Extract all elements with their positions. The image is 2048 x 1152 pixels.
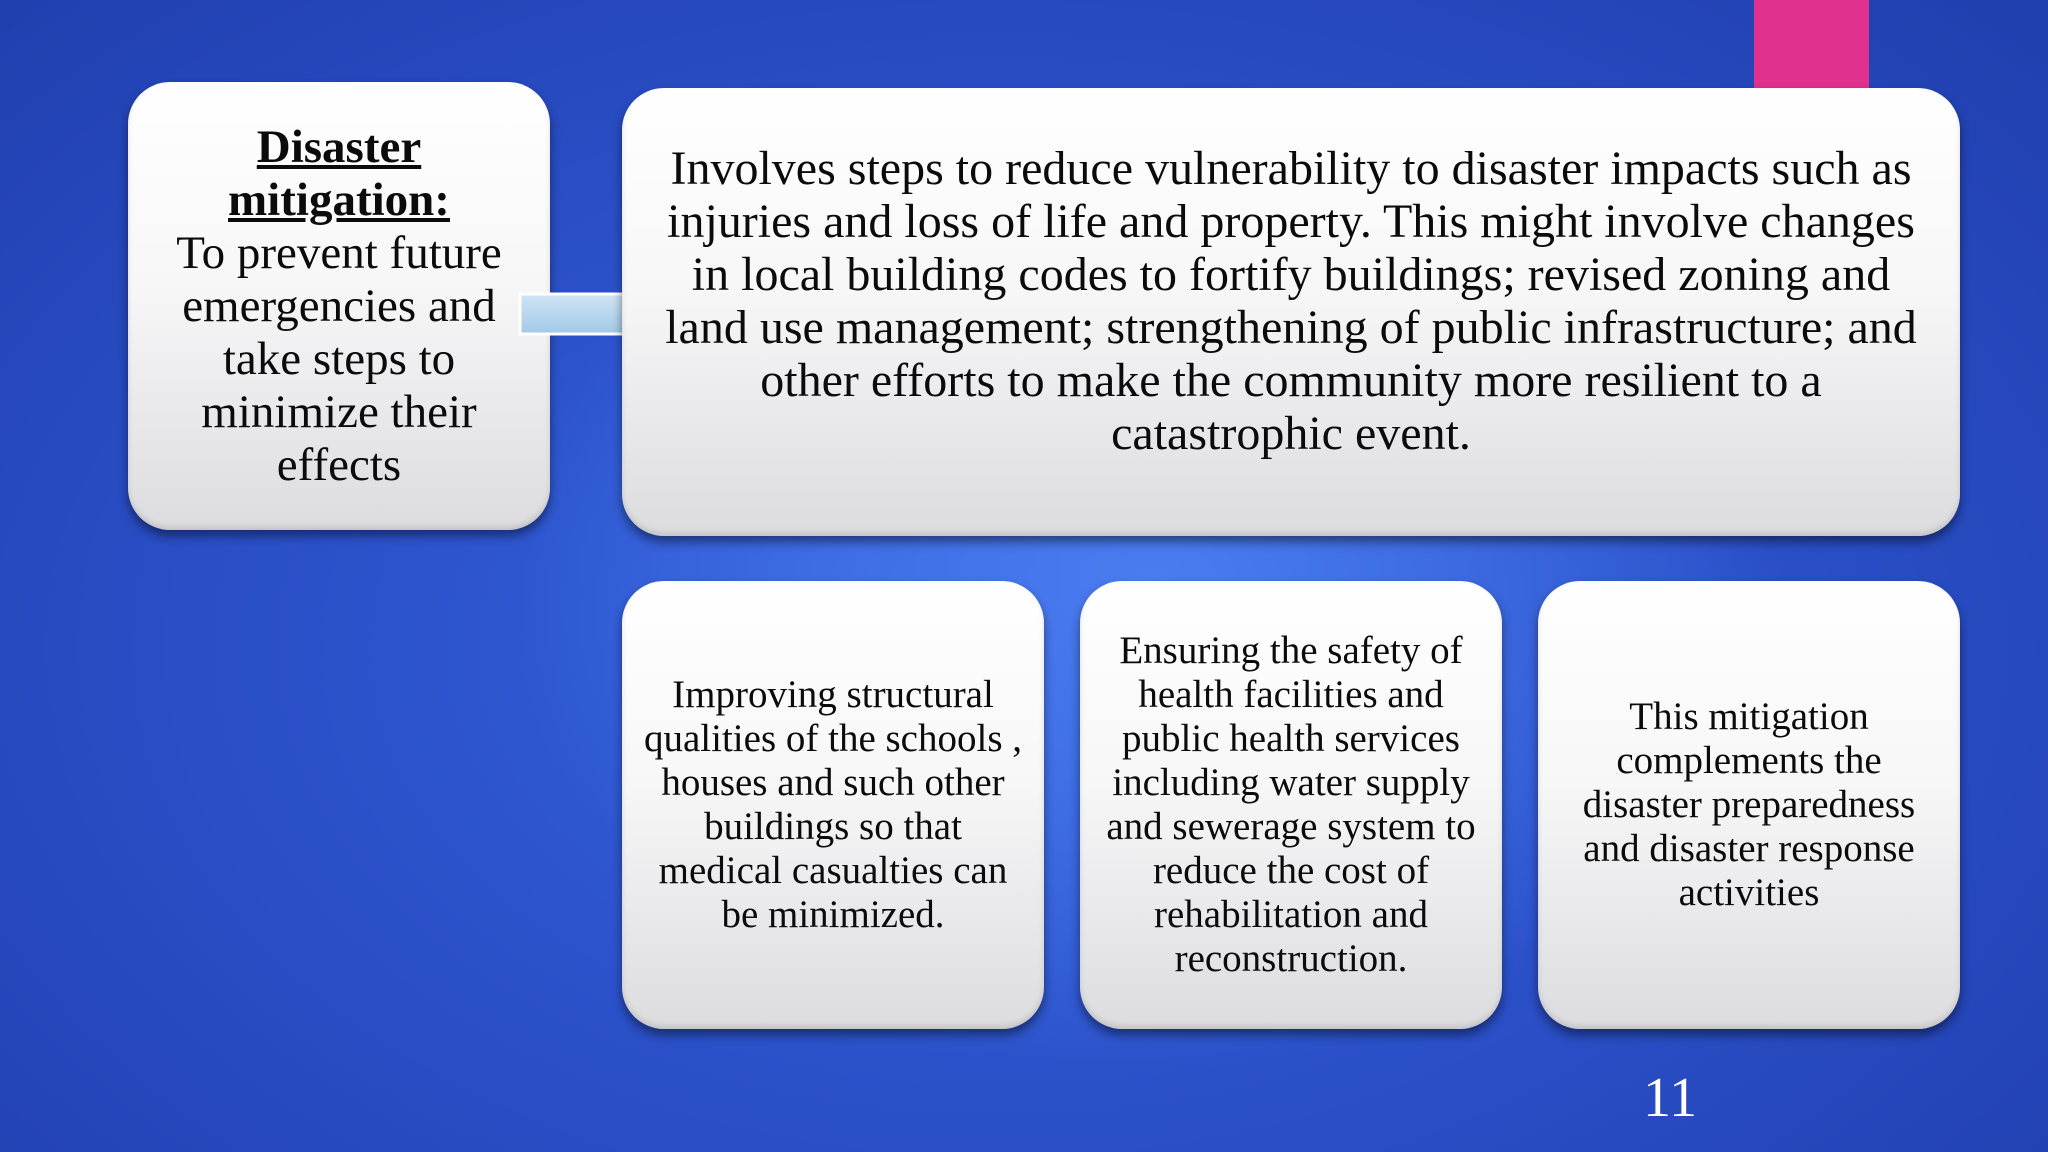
box-text: This mitigation complements the disaster preparedness and disaster response activities <box>1582 695 1916 914</box>
structural-qualities-box <box>622 581 1044 1029</box>
mitigation-description-box <box>622 88 1960 536</box>
health-facilities-box <box>1080 581 1502 1029</box>
box-heading: Disaster mitigation: <box>228 120 450 226</box>
description-text: Involves steps to reduce vulnerability to disaster impacts such as injuries and loss of life and property. This might involve changes in local building codes to fortify buildings; revised zoning and land use management; strengthening of public infrastructure; and other efforts to make the community more resilient to a catastrophic event. <box>665 142 1917 460</box>
page-number: 11 <box>1643 1067 1697 1129</box>
box-text: Ensuring the safety of health facilities and public health services including water supply and sewerage system to reduce the cost of rehabilitation and reconstruction. <box>1106 629 1476 980</box>
disaster-mitigation-box <box>128 82 550 530</box>
complements-box <box>1538 581 1960 1029</box>
accent-bar <box>1754 0 1869 90</box>
box-body: To prevent future emergencies and take steps to minimize their effects <box>176 226 502 491</box>
box-text: Improving structural qualities of the schools , houses and such other buildings so that medical casualties can be minimized. <box>643 673 1023 936</box>
